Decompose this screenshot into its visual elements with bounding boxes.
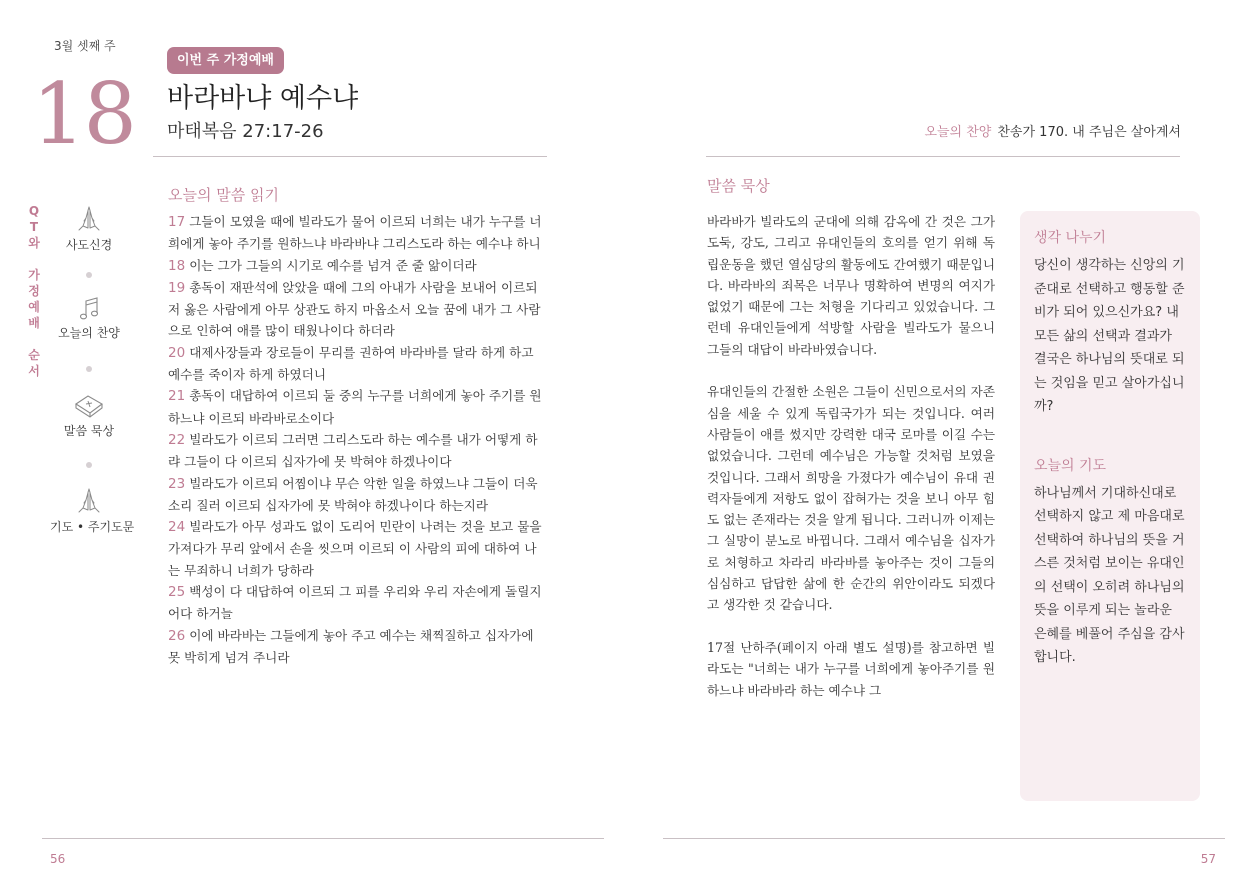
nav-label: 기도 • 주기도문: [50, 520, 135, 534]
verse-number: 25: [168, 584, 186, 601]
verse: [168, 342, 548, 386]
prayer-text: 하나님께서 기대하신대로 선택하지 않고 제 마음대로 선택하여 하나님의 뜻을 거스른 것처럼 보이는 유대인의 선택이 오히려 하나님의 뜻을 이루게 되는 놀라운 은혜를 베풀어 주심을 감사합니다.: [1034, 485, 1185, 665]
worship-badge: 이번 주 가정예배: [167, 47, 284, 74]
vertical-char: 가: [28, 268, 40, 282]
verse: [168, 277, 548, 342]
nav-item-apostles-creed: [50, 204, 128, 253]
week-label: 3월 셋째 주: [54, 39, 116, 53]
bible-icon: [73, 392, 105, 420]
verse: [168, 516, 548, 581]
verse: [168, 255, 548, 277]
verse: [168, 211, 548, 255]
vertical-section-label: [27, 203, 41, 379]
nav-label: 말씀 묵상: [63, 424, 115, 438]
reading-title: 오늘의 말씀 읽기: [168, 186, 279, 204]
verse: [168, 473, 548, 517]
verse-number: 18: [168, 257, 186, 274]
vertical-gap: [27, 331, 41, 347]
verse-number: 20: [168, 344, 186, 361]
vertical-gap: [27, 251, 41, 267]
meditation-paragraph: 17절 난하주(페이지 아래 별도 설명)를 참고하면 빌라도는 "너희는 내가 누구를 너희에게 놓아주기를 원하느냐 바라바라 하는 예수냐 그: [707, 639, 995, 698]
verse-text: 대제사장들과 장로들이 무리를 권하여 바라바를 달라 하게 하고 예수를 죽이자 하게 하였더니: [168, 344, 534, 383]
vertical-char: 정: [28, 284, 40, 298]
nav-item-praise: [50, 296, 128, 341]
vertical-char: Q: [28, 204, 40, 218]
page-number: 57: [1200, 852, 1216, 866]
nav-separator-dot: [86, 272, 92, 278]
nav-item-meditation: [50, 392, 128, 439]
verse-text: 그들이 모였을 때에 빌라도가 물어 이르되 너희는 내가 누구를 너희에게 놓아 주기를 원하느냐 바라바냐 그리스도라 하는 예수냐 하니: [168, 214, 542, 252]
music-note-icon: [78, 296, 100, 322]
vertical-char: 순: [28, 348, 40, 362]
verse-text: 이에 바라바는 그들에게 놓아 주고 예수는 채찍질하고 십자가에 못 박히게 넘겨 주니라: [168, 627, 534, 665]
verse-text: 백성이 다 대답하여 이르되 그 피를 우리와 우리 자손에게 돌릴지어다 하거늘: [168, 584, 542, 622]
right-page: [629, 0, 1258, 892]
footer-divider: [663, 838, 1225, 839]
day-number: 18: [32, 65, 135, 163]
nav-label: 오늘의 찬양: [58, 326, 120, 340]
prayer-block: [1034, 456, 1188, 670]
praise-text: 찬송가 170. 내 주님은 살아계셔: [997, 125, 1181, 140]
verse-text: 빌라도가 이르되 그러면 그리스도라 하는 예수를 내가 어떻게 하랴 그들이 다 이르되 십자가에 못 박혀야 하겠나이다: [168, 431, 538, 470]
verse-number: 19: [168, 279, 186, 296]
praying-hands-icon: [75, 204, 103, 234]
verse-text: 빌라도가 이르되 어찜이냐 무슨 악한 일을 하였느냐 그들이 더욱 소리 질러 이르되 십자가에 못 박혀야 하겠나이다 하는지라: [168, 475, 538, 513]
vertical-char: T: [29, 220, 39, 234]
meditation-paragraph: 바라바가 빌라도의 군대에 의해 감옥에 간 것은 그가 도둑, 강도, 그리고 유대인들의 호의를 얻기 위해 독립운동을 했던 열심당의 활동에도 간여했기 때문입니다. 바라바의 죄목은 너무나 명확하여 변명의 여지가 없었기 때문에 그는 처형을 기다리고 있었습니다. 그런데 유대인들에게 석방할 사람을 빌라도가 물으니 그들의 대답이 바라바였습니다.: [707, 214, 995, 357]
verse-number: 24: [168, 519, 186, 536]
meditation-paragraph: 유대인들의 간절한 소원은 그들이 신민으로서의 자존심을 세울 수 있게 독립국가가 되는 것입니다. 여러 사람들이 애를 썼지만 강력한 대국 로마를 이길 수는 없었습니다. 그런데 예수님은 가능할 것처럼 보였을 것입니다. 그래서 희망을 가졌다가 예수님이 유대 권력자들에게 저항도 없이 잡혀가는 것을 보니 아무 힘도 없는 존재라는 것을 알게 됩니다. 그러니까 이제는 그 실망이 분노로 바뀝니다. 그래서 예수님을 십자가로 처형하고 차라리 바라바를 놓아주는 것이 그들의 심심하고 답답한 삶에 한 순간의 위안이라도 되겠다고 생각한 것 같습니다.: [707, 384, 995, 613]
vertical-char: 서: [28, 364, 40, 378]
praying-hands-icon: [75, 486, 103, 516]
footer-divider: [42, 838, 604, 839]
prayer-title: 오늘의 기도: [1034, 457, 1107, 474]
divider: [706, 156, 1180, 157]
vertical-char: 배: [28, 316, 40, 330]
verse-text: 총독이 대답하여 이르되 둘 중의 누구를 너희에게 놓아 주기를 원하느냐 이르되 바라바로소이다: [168, 388, 542, 426]
vertical-char: 예: [28, 300, 40, 314]
share-title: 생각 나누기: [1034, 230, 1107, 246]
verse-text: 빌라도가 아무 성과도 없이 도리어 민란이 나려는 것을 보고 물을 가져다가 무리 앞에서 손을 씻으며 이르되 이 사람의 피에 대하여 나는 무죄하니 너희가 당하라: [168, 519, 542, 578]
verse-number: 17: [168, 214, 186, 230]
verse: [168, 385, 548, 429]
nav-separator-dot: [86, 366, 92, 372]
vertical-char: 와: [28, 236, 40, 250]
page-title: 바라바냐 예수냐: [167, 83, 359, 114]
verse-number: 23: [168, 475, 186, 492]
share-block: [1034, 228, 1188, 419]
verse-number: 21: [168, 388, 186, 405]
scripture-reference: 마태복음 27:17-26: [167, 121, 324, 142]
verse-text: 총독이 재판석에 앉았을 때에 그의 아내가 사람을 보내어 이르되 저 옳은 사람에게 아무 상관도 하지 마옵소서 오늘 꿈에 내가 그 사람으로 인하여 애를 많이 태웠나이다 하더라: [168, 279, 541, 339]
verse: [168, 429, 548, 473]
share-text: 당신이 생각하는 신앙의 기준대로 선택하고 행동할 준비가 되어 있으신가요? 내 모든 삶의 선택과 결과가 결국은 하나님의 뜻대로 되는 것임을 믿고 살아가십니까?: [1034, 258, 1185, 414]
praise-label: 오늘의 찬양: [924, 125, 992, 140]
verse-text: 이는 그가 그들의 시기로 예수를 넘겨 준 줄 앎이더라: [185, 257, 477, 273]
praise-line: [924, 123, 1181, 143]
meditation-title: 말씀 묵상: [707, 177, 770, 195]
scripture-text: [168, 211, 548, 668]
nav-label: 사도신경: [65, 238, 113, 252]
verse-number: 26: [168, 627, 186, 644]
nav-separator-dot: [86, 462, 92, 468]
verse-number: 22: [168, 431, 186, 448]
meditation-text: [707, 211, 995, 701]
verse: [168, 581, 548, 625]
verse: [168, 625, 548, 669]
divider: [153, 156, 547, 157]
page-number: 56: [50, 852, 66, 866]
reflection-sidebar: [1020, 211, 1200, 801]
nav-item-prayer: [50, 486, 135, 535]
